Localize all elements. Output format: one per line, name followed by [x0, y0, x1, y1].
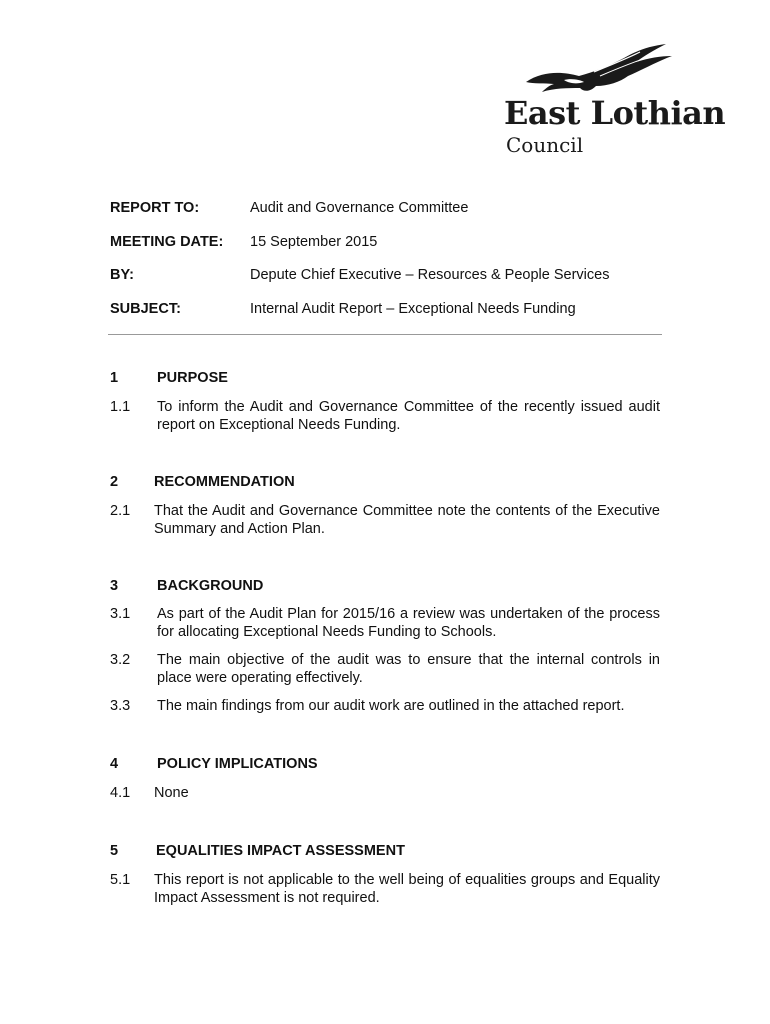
meta-value: Audit and Governance Committee	[250, 200, 469, 216]
meta-key: BY:	[110, 267, 134, 283]
paragraph-text: This report is not applicable to the well being of equalities groups and Equality Impact Assessment is not required.	[154, 872, 660, 906]
paragraph-number: 3.2	[110, 652, 131, 668]
section-number: 5	[110, 843, 119, 859]
paragraph-number: 4.1	[110, 785, 131, 801]
section-title: POLICY IMPLICATIONS	[157, 756, 318, 772]
paragraph-text: As part of the Audit Plan for 2015/16 a review was undertaken of the process for allocating Exceptional Needs Funding to Schools.	[157, 606, 660, 640]
paragraph-text: The main objective of the audit was to ensure that the internal controls in place were operating effectively.	[157, 652, 660, 686]
paragraph-number: 1.1	[110, 399, 131, 415]
meta-value: Internal Audit Report – Exceptional Needs Funding	[250, 301, 576, 317]
eagle-icon	[524, 42, 674, 94]
logo-line-1: East Lothian	[504, 94, 726, 132]
paragraph-text: The main findings from our audit work are outlined in the attached report.	[157, 698, 625, 714]
section-number: 1	[110, 370, 119, 386]
section-number: 3	[110, 578, 119, 594]
paragraph-text: None	[154, 785, 189, 801]
paragraph-text: To inform the Audit and Governance Committee of the recently issued audit report on Exceptional Needs Funding.	[157, 399, 660, 433]
paragraph-text: That the Audit and Governance Committee note the contents of the Executive Summary and Action Plan.	[154, 503, 660, 537]
meta-key: SUBJECT:	[110, 301, 181, 317]
section-title: BACKGROUND	[157, 578, 264, 594]
meta-key: MEETING DATE:	[110, 234, 224, 250]
logo-line-2: Council	[506, 133, 584, 157]
divider	[108, 334, 662, 335]
council-logo	[500, 42, 726, 157]
section-title: RECOMMENDATION	[154, 474, 295, 490]
paragraph-number: 3.3	[110, 698, 131, 714]
paragraph-number: 5.1	[110, 872, 131, 888]
meta-value: 15 September 2015	[250, 234, 378, 250]
meta-value: Depute Chief Executive – Resources & People Services	[250, 267, 610, 283]
paragraph-number: 3.1	[110, 606, 131, 622]
paragraph-number: 2.1	[110, 503, 131, 519]
section-number: 4	[110, 756, 119, 772]
meta-key: REPORT TO:	[110, 200, 200, 216]
section-number: 2	[110, 474, 119, 490]
section-title: EQUALITIES IMPACT ASSESSMENT	[156, 843, 405, 859]
section-title: PURPOSE	[157, 370, 228, 386]
